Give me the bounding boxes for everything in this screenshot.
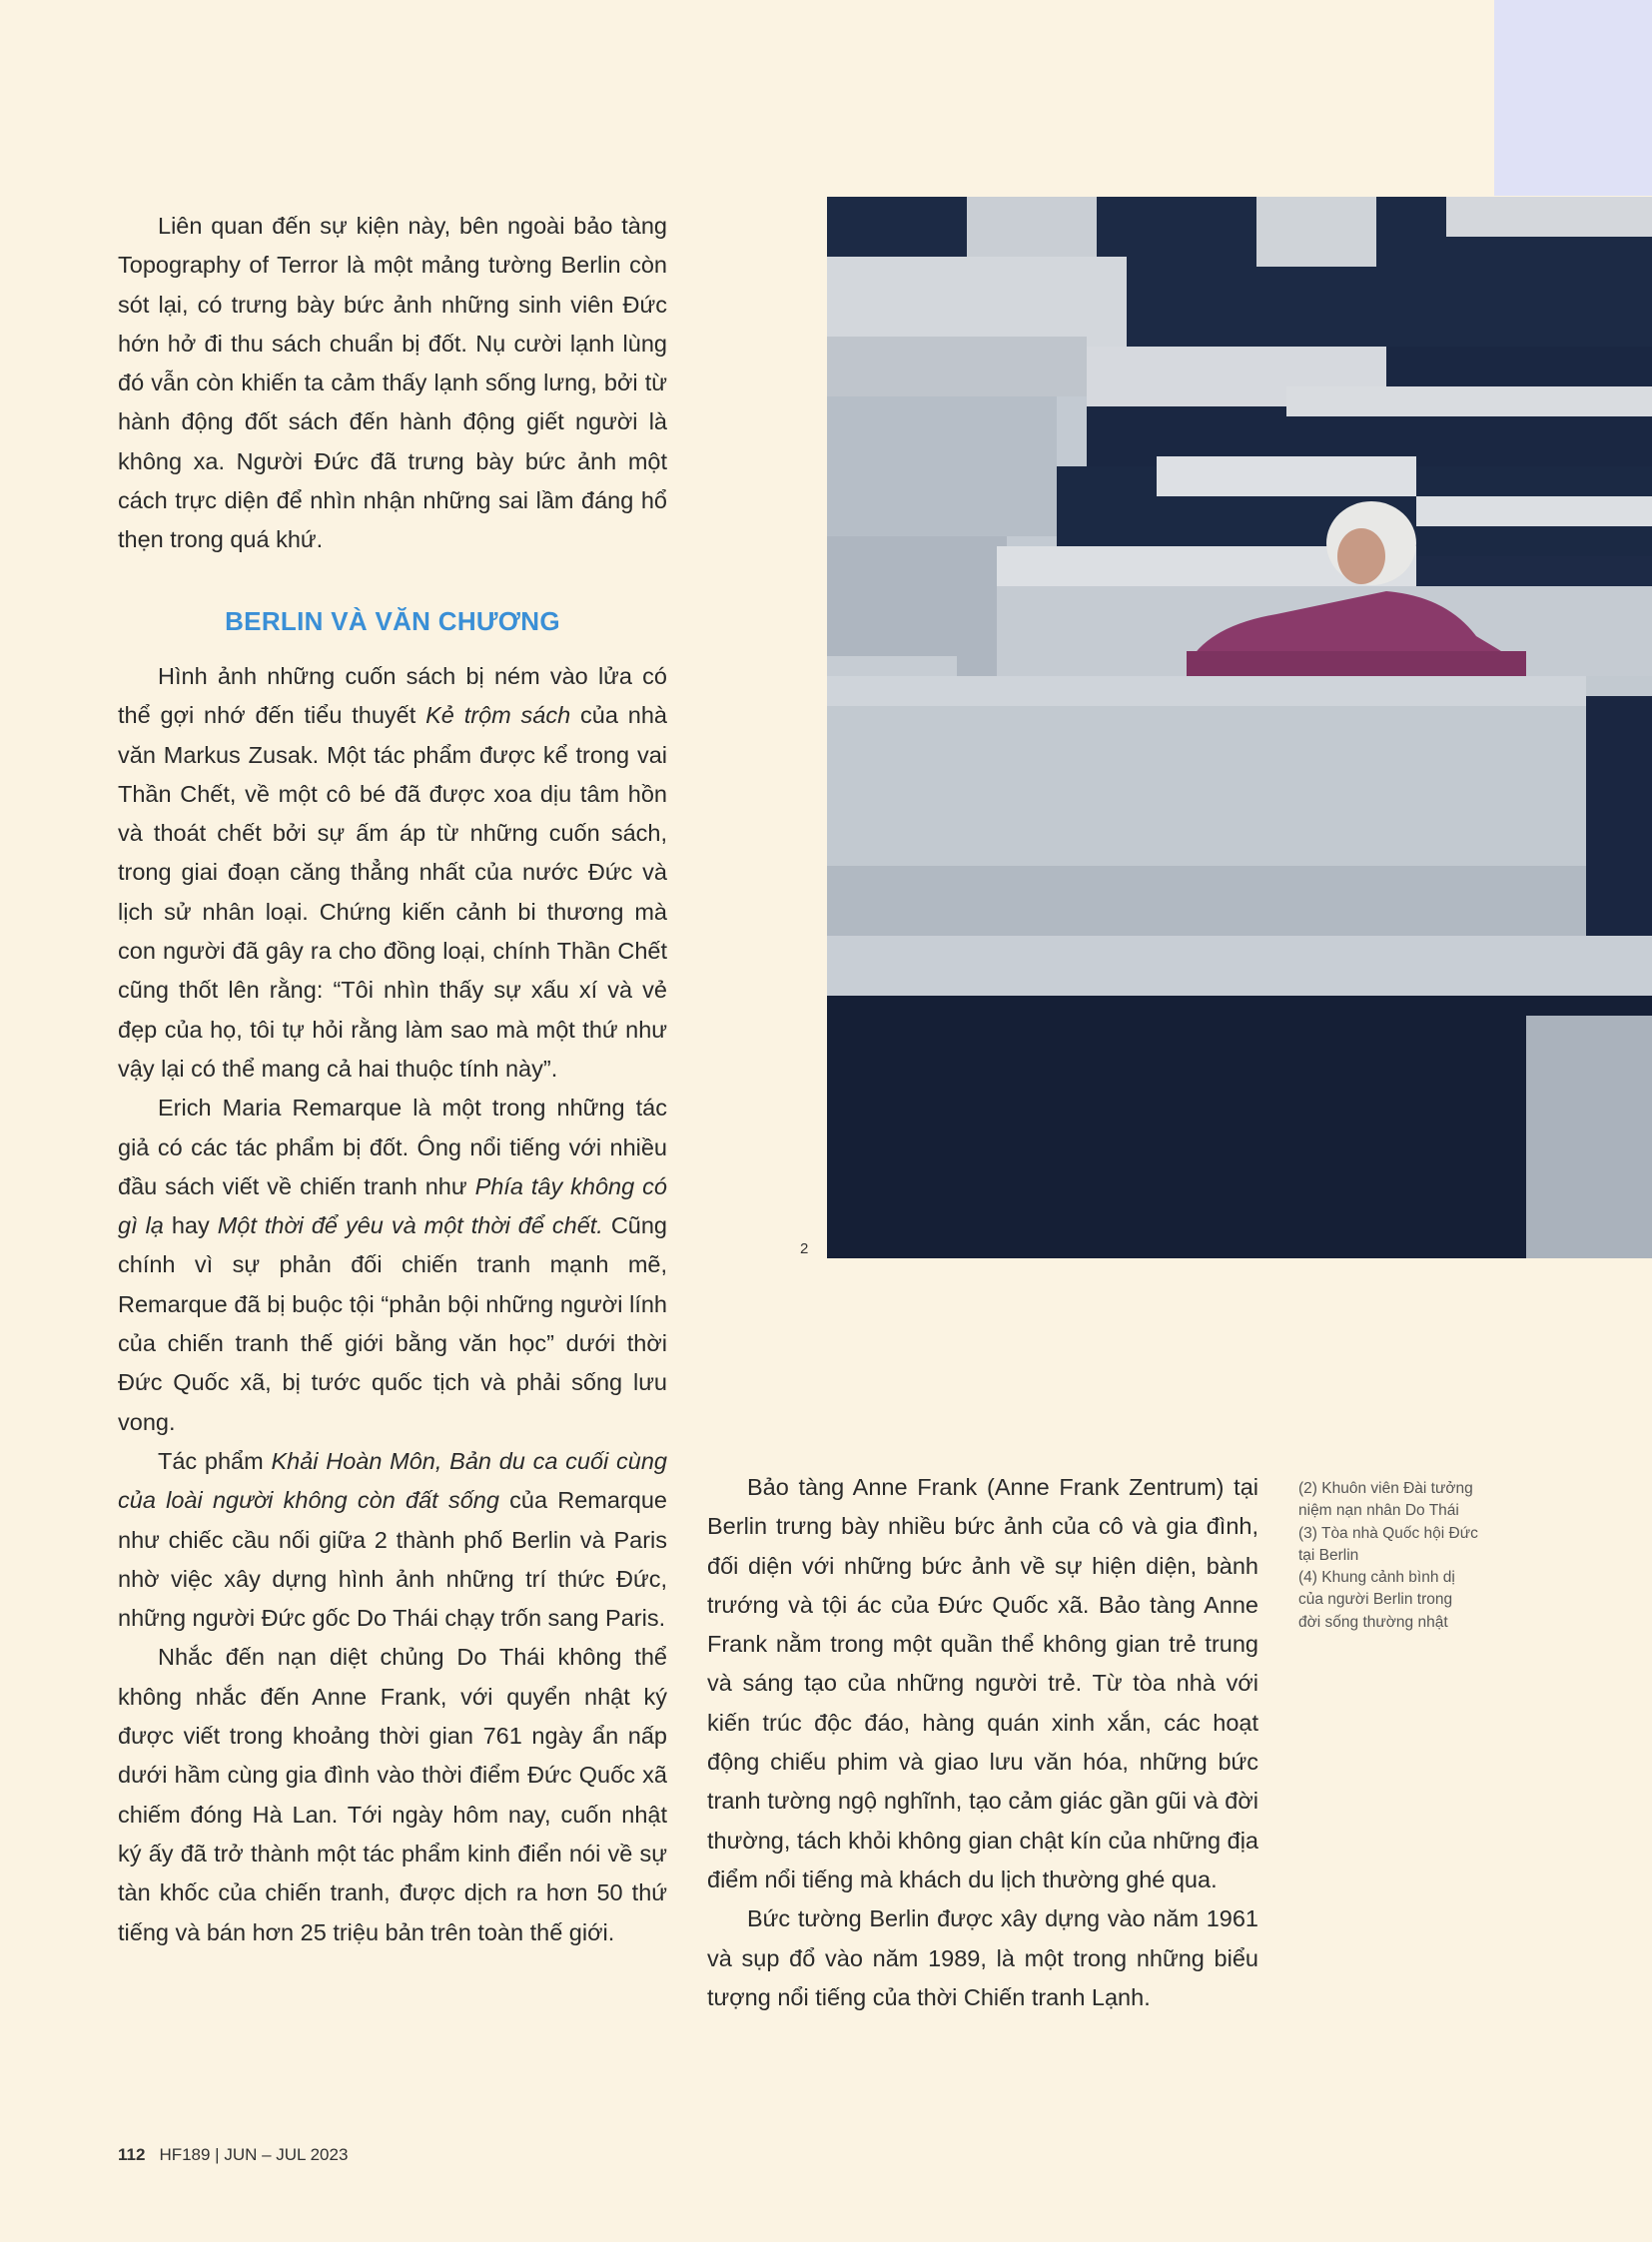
photo-number: 2 xyxy=(800,1240,809,1257)
caption-3: (3) Tòa nhà Quốc hội Đức tại Berlin xyxy=(1298,1524,1478,1564)
issue-label: HF189 | JUN – JUL 2023 xyxy=(159,2145,349,2164)
paragraph-book-thief: Hình ảnh những cuốn sách bị ném vào lửa có thể gợi nhớ đến tiểu thuyết Kẻ trộm sách của nhà văn Markus Zusak. Một tác phẩm được kể trong vai Thần Chết, về một cô bé đã được xoa dịu tâm hồn và thoát chết bởi sự ấm áp từ những cuốn sách, trong giai đoạn căng thẳng nhất của nước Đức và lịch sử nhân loại. Chứng kiến cảnh bi thương mà con người đã gây ra cho đồng loại, chính Thần Chết cũng thốt lên rằng: “Tôi nhìn thấy sự xấu xí và vẻ đẹp của họ, tôi tự hỏi rằng làm sao mà một thứ như vậy lại có thể mang cả hai thuộc tính này”. xyxy=(118,663,667,1082)
text-column-left-top xyxy=(118,207,667,560)
caption-2: (2) Khuôn viên Đài tưởng niệm nạn nhân Do Thái xyxy=(1298,1480,1473,1520)
photo-captions xyxy=(1298,1478,1478,1634)
text-column-left xyxy=(118,657,667,1952)
paragraph-anne-frank-museum: Bảo tàng Anne Frank (Anne Frank Zentrum) tại Berlin trưng bày nhiều bức ảnh của cô và gia đình, đối diện với những bức ảnh về sự hiện diện, bành trướng và tội ác của Đức Quốc xã. Bảo tàng Anne Frank nằm trong một quần thể không gian trẻ trung và sáng tạo của những người trẻ. Từ tòa nhà với kiến trúc độc đáo, hàng quán xinh xắn, các hoạt động chiếu phim và giao lưu văn hóa, những bức tranh tường ngộ nghĩnh, tạo cảm giác gần gũi và đời thường, tách khỏi không gian chật kín của những địa điểm nổi tiếng mà khách du lịch thường ghé qua. xyxy=(707,1474,1258,1892)
corner-color-tab xyxy=(1494,0,1652,196)
text-column-right xyxy=(707,1468,1258,2017)
memorial-photo xyxy=(827,197,1652,1258)
paragraph-arc-de-triomphe: Tác phẩm Khải Hoàn Môn, Bản du ca cuối cùng của loài người không còn đất sống của Remarque như chiếc cầu nối giữa 2 thành phố Berlin và Paris nhờ việc xây dựng hình ảnh những trí thức Đức, những người Đức gốc Do Thái chạy trốn sang Paris. xyxy=(118,1447,667,1632)
page-footer xyxy=(118,2145,348,2165)
section-heading: BERLIN VÀ VĂN CHƯƠNG xyxy=(225,606,560,636)
paragraph-topography: Liên quan đến sự kiện này, bên ngoài bảo tàng Topography of Terror là một mảng tường Berlin còn sót lại, có trưng bày bức ảnh những sinh viên Đức hớn hở đi thu sách chuẩn bị đốt. Nụ cười lạnh lùng đó vẫn còn khiến ta cảm thấy lạnh sống lưng, bởi từ hành động đốt sách đến hành động giết người là không xa. Người Đức đã trưng bày bức ảnh một cách trực diện để nhìn nhận những sai lầm đáng hổ thẹn trong quá khứ. xyxy=(118,213,667,553)
paragraph-remarque: Erich Maria Remarque là một trong những tác giả có các tác phẩm bị đốt. Ông nổi tiếng với nhiều đầu sách viết về chiến tranh như Phía tây không có gì lạ hay Một thời để yêu và một thời để chết. Cũng chính vì sự phản đối chiến tranh mạnh mẽ, Remarque đã bị buộc tội “phản bội những người lính của chiến tranh thế giới bằng văn học” dưới thời Đức Quốc xã, bị tước quốc tịch và phải sống lưu vong. xyxy=(118,1095,667,1435)
caption-4: (4) Khung cảnh bình dị của người Berlin trong đời sống thường nhật xyxy=(1298,1569,1455,1631)
page-number: 112 xyxy=(118,2145,146,2164)
paragraph-anne-frank: Nhắc đến nạn diệt chủng Do Thái không thể không nhắc đến Anne Frank, với quyển nhật ký được viết trong khoảng thời gian 761 ngày ẩn nấp dưới hầm cùng gia đình vào thời điểm Đức Quốc xã chiếm đóng Hà Lan. Tới ngày hôm nay, cuốn nhật ký ấy đã trở thành một tác phẩm kinh điển nói về sự tàn khốc của chiến tranh, được dịch ra hơn 50 thứ tiếng và bán hơn 25 triệu bản trên toàn thế giới. xyxy=(118,1644,667,1945)
paragraph-berlin-wall: Bức tường Berlin được xây dựng vào năm 1961 và sụp đổ vào năm 1989, là một trong những biểu tượng nổi tiếng của thời Chiến tranh Lạnh. xyxy=(707,1905,1258,2010)
